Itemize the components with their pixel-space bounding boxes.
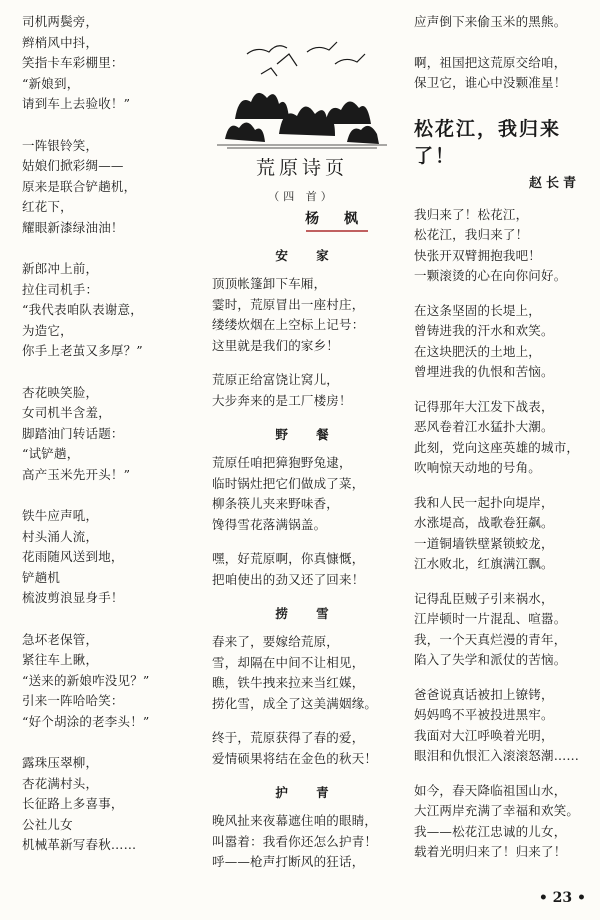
poem-line: 脚踏油门转话题： (22, 425, 124, 441)
poem-line: 霎时，荒原冒出一座村庄， (212, 296, 365, 312)
poem-line: 快张开双臂拥抱我吧！ (414, 247, 542, 263)
poem-line: 杏花映笑脸， (22, 384, 99, 400)
stanza (414, 12, 594, 33)
stanza (212, 370, 392, 411)
right-column (414, 0, 594, 877)
page-number: • 23 • (538, 890, 586, 906)
poem-line: 新郎冲上前， (22, 261, 99, 276)
stanza (414, 301, 594, 383)
poem-line: 急坏老保管， (22, 631, 99, 647)
poem-line: 临时锅灶把它们做成了菜， (212, 475, 365, 491)
poem-line: 我面对大江呼唤着光明， (414, 727, 554, 743)
poem-line: 嘿，好荒原啊，你真慷慨， (212, 551, 365, 566)
section-body (212, 632, 392, 769)
poem-line: “新娘到， (22, 75, 80, 91)
poem-line: 我归来了！松花江， (414, 206, 529, 222)
poem-line: 你手上老茧又多厚？” (22, 343, 143, 358)
poem-author: 杨 枫 (305, 211, 368, 227)
poem-line: 拉住司机手： (22, 281, 99, 297)
poem-line: 曾埋进我的仇恨和苦恼。 (414, 364, 554, 379)
poem-line: 长征路上多喜事， (22, 796, 124, 811)
stanza (22, 12, 202, 115)
stanza (22, 506, 202, 609)
poem-line: 应声倒下来偷玉米的黑熊。 (414, 14, 567, 29)
poem-line: 姑娘们掀彩绸—— (22, 158, 124, 173)
poem-line: 江水败北，红旗满江飘。 (414, 556, 554, 571)
poem-line: 村头涌人流， (22, 528, 99, 544)
poem-line: 引来一阵哈哈笑： (22, 693, 124, 708)
poem-line: 捞化雪，成全了这美满姻缘。 (212, 695, 378, 711)
poem-line: 女司机半含羞， (22, 405, 111, 420)
poem-line: 江岸顿时一片混乱、喧嚣。 (414, 611, 567, 626)
poem-line: 请到车上去验收！” (22, 96, 131, 111)
poem-line: 机械革新写春秋…… (22, 837, 137, 852)
poem-line: 高产玉米先开头！” (22, 466, 131, 482)
stanza (22, 753, 202, 856)
stanza (212, 728, 392, 769)
poem-line: 爸爸说真话被扣上镣铐， (414, 686, 554, 702)
poem-line: “好个胡涂的老李头！” (22, 713, 150, 729)
poem-line: 梳波剪浪显身手！ (22, 590, 124, 605)
poem-line: “送来的新娘咋没见？” (22, 672, 150, 688)
poem-line: 载着光明归来了！归来了！ (414, 844, 567, 859)
poem-line: 一阵银铃笑， (22, 137, 99, 153)
poem-line: “我代表咱队表谢意， (22, 302, 143, 317)
poem-line: 铁牛应声吼， (22, 508, 99, 523)
stanza (212, 274, 392, 356)
poem-line: 为造它， (22, 322, 73, 338)
stanza (22, 259, 202, 362)
poem-line: 司机两鬓旁， (22, 14, 99, 29)
stanza (414, 53, 594, 94)
section-body (212, 811, 392, 873)
poem-line: 恶风卷着江水猛扑大潮。 (414, 419, 554, 434)
poem-line: 紧往车上瞅， (22, 652, 99, 667)
poem-line: 顶顶帐篷卸下车厢， (212, 276, 327, 291)
middle-column (212, 0, 392, 887)
stanza (22, 383, 202, 486)
stanza (414, 205, 594, 287)
poem-line: 在这块肥沃的土地上， (414, 343, 542, 359)
poem-line: 笑指卡车彩棚里： (22, 55, 124, 70)
poem-line: 我——松花江忠诚的儿女， (414, 823, 567, 839)
stanza (414, 493, 594, 575)
poem-line: 缕缕炊烟在上空标上记号： (212, 317, 365, 332)
section-body (212, 274, 392, 411)
section-title: 野 餐 (275, 427, 341, 442)
poem-line: 曾铸进我的汗水和欢笑。 (414, 323, 554, 338)
poem-line: 荒原正给富饶让窝儿， (212, 372, 340, 387)
section-body (212, 453, 392, 590)
poem-line: 柳条筷儿夹来野味香， (212, 496, 340, 511)
continued-poem (414, 0, 594, 94)
page-title: 荒原诗页 (255, 157, 348, 179)
poem-line: 此刻，党向这座英雄的城市， (414, 439, 580, 455)
poem-line: 呼——枪声打断风的狂话， (212, 854, 365, 869)
poem-sections (212, 246, 392, 873)
poem-line: 春来了，要嫁给荒原， (212, 634, 340, 649)
poem-line: 铲趟机 (22, 569, 61, 585)
poem-line: 水涨堤高，战歌卷狂飙。 (414, 515, 554, 530)
poem-line: 陷入了失学和派仗的苦恼。 (414, 652, 567, 667)
poem-line: 大步奔来的是工厂楼房！ (212, 392, 352, 408)
poem-line: 记得乱臣贼子引来祸水， (414, 590, 554, 606)
poem-line: 公社儿女 (22, 816, 73, 832)
poem-line: 我和人民一起扑向堤岸， (414, 494, 554, 510)
section-title: 安 家 (275, 248, 341, 263)
stanza (212, 453, 392, 535)
poem-line: 妈妈鸣不平被投进黑牢。 (414, 707, 554, 722)
poem-line: 爱情硕果将结在金色的秋天！ (212, 750, 378, 766)
poem-line: 把咱使出的劲又还了回来！ (212, 571, 365, 587)
poem-line: 吹响惊天动地的号角。 (414, 460, 542, 475)
poem-line: 如今，春天降临祖国山水， (414, 782, 567, 798)
wilderness-illustration (217, 24, 387, 149)
poem-line: 在这条坚固的长堤上， (414, 302, 542, 318)
poem-line: “试铲趟， (22, 446, 80, 461)
poem-title: 松花江，我归来了！ (414, 117, 562, 167)
poem-line: 记得那年大江发下战表， (414, 398, 554, 414)
poem-line: 叫嚣着：我看你还怎么护青！ (212, 833, 378, 849)
page-subtitle: （四 首） (268, 190, 336, 203)
stanza (212, 811, 392, 873)
poem-line: 晚风扯来夜幕遮住咱的眼睛， (212, 813, 378, 828)
stanza (414, 781, 594, 863)
poem-line: 这里就是我们的家乡！ (212, 337, 340, 353)
poem-line: 瞧，铁牛拽来拉来当红媒， (212, 675, 365, 690)
poem-line: 露珠压翠柳， (22, 755, 99, 770)
poem-line: 大江两岸充满了幸福和欢笑。 (414, 803, 580, 818)
stanza (414, 685, 594, 767)
section-title: 护 青 (275, 785, 341, 800)
stanza (414, 397, 594, 479)
poem-line: 松花江，我归来了！ (414, 227, 529, 242)
poem-line: 一颗滚烫的心在向你问好。 (414, 268, 567, 283)
stanza (22, 630, 202, 733)
poem-line: 我，一个天真烂漫的青年， (414, 631, 567, 647)
poem-line: 馋得雪花落满锅盖。 (212, 516, 327, 532)
poem-line: 原来是联合铲趟机， (22, 178, 137, 194)
poem-line: 耀眼新漆绿油油！ (22, 219, 124, 235)
author-underline (306, 230, 368, 232)
stanza (212, 549, 392, 590)
stanza (22, 136, 202, 239)
poem-line: 一道铜墙铁壁紧锁蛟龙， (414, 535, 554, 551)
poem-body (414, 205, 594, 863)
section-title: 捞 雪 (275, 606, 341, 621)
stanza (414, 589, 594, 671)
poem-author: 赵长青 (528, 175, 580, 191)
poem-line: 雪，却隔在中间不让相见， (212, 654, 365, 670)
poem-line: 啊，祖国把这荒原交给咱， (414, 54, 567, 70)
stanza (212, 632, 392, 714)
left-column (22, 0, 202, 877)
poem-line: 红花下， (22, 199, 73, 214)
poem-line: 荒原任咱把獐狍野兔逮， (212, 455, 352, 470)
poem-line: 终于，荒原获得了春的爱， (212, 730, 365, 745)
poem-line: 杏花满村头， (22, 775, 99, 791)
poem-line: 眼泪和仇恨汇入滚滚怒潮…… (414, 748, 580, 763)
poem-line: 保卫它，谁心中没颗准星！ (414, 75, 567, 90)
poem-line: 辫梢风中抖， (22, 34, 99, 50)
poem-line: 花雨随风送到地， (22, 549, 124, 564)
